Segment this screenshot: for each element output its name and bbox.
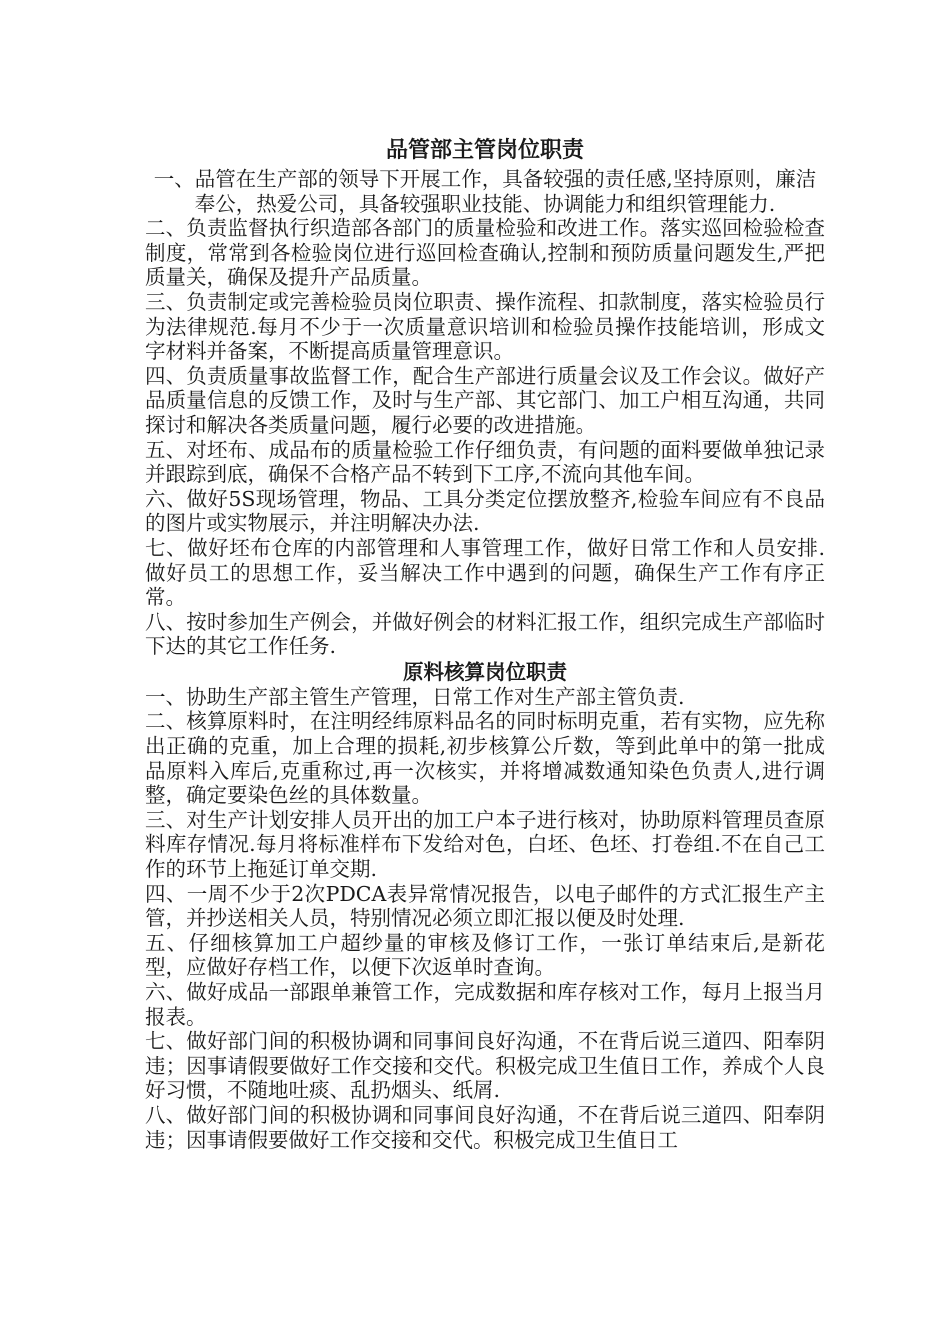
- paragraph-ma-8: 八、做好部门间的积极协调和同事间良好沟通，不在背后说三道四、阳奉阴违；因事请假要做好工作交接和交代。积极完成卫生值日工: [145, 1102, 825, 1152]
- paragraph-ma-2: 二、核算原料时，在注明经纬原料品名的同时标明克重，若有实物，应先称出正确的克重，加上合理的损耗,初步核算公斤数，等到此单中的第一批成品原料入库后,克重称过,再一次核实，并将增减数通知染色负责人,进行调整，确定要染色丝的具体数量。: [145, 709, 825, 808]
- paragraph-qs-4: 四、负责质量事故监督工作，配合生产部进行质量会议及工作会议。做好产品质量信息的反馈工作，及时与生产部、其它部门、加工户相互沟通，共同探讨和解决各类质量问题，履行必要的改进措施。: [145, 363, 825, 437]
- paragraph-ma-7: 七、做好部门间的积极协调和同事间良好沟通，不在背后说三道四、阳奉阴违；因事请假要做好工作交接和交代。积极完成卫生值日工作，养成个人良好习惯，不随地吐痰、乱扔烟头、纸屑.: [145, 1029, 825, 1103]
- document-body: [145, 133, 825, 1152]
- paragraph-ma-3: 三、对生产计划安排人员开出的加工户本子进行核对，协助原料管理员查原料库存情况.每月将标准样布下发给对色，白坯、色坯、打卷组.不在自己工作的环节上拖延订单交期.: [145, 807, 825, 882]
- paragraph-ma-6: 六、做好成品一部跟单兼管工作，完成数据和库存核对工作，每月上报当月报表。: [145, 980, 825, 1029]
- paragraph-qs-6: 六、做好5S现场管理，物品、工具分类定位摆放整齐,检验车间应有不良品的图片或实物展示，并注明解决办法.: [145, 486, 825, 536]
- section-title-quality-supervisor: 品管部主管岗位职责: [385, 137, 584, 163]
- paragraph-qs-8: 八、按时参加生产例会，并做好例会的材料汇报工作，组织完成生产部临时下达的其它工作任务.: [145, 609, 825, 659]
- section-title-material-accounting: 原料核算岗位职责: [403, 659, 567, 684]
- paragraph-qs-1: 一、品管在生产部的领导下开展工作，具备较强的责任感,坚持原则，廉洁奉公，热爱公司，具备较强职业技能、协调能力和组织管理能力.: [153, 167, 817, 216]
- paragraph-qs-3: 三、负责制定或完善检验员岗位职责、操作流程、扣款制度，落实检验员行为法律规范.每月不少于一次质量意识培训和检验员操作技能培训，形成文字材料并备案，不断提高质量管理意识。: [145, 289, 825, 364]
- paragraph-ma-1: 一、协助生产部主管生产管理，日常工作对生产部主管负责.: [145, 684, 685, 709]
- paragraph-ma-4: 四、一周不少于2次PDCA表异常情况报告，以电子邮件的方式汇报生产主管，并抄送相关人员，特别情况必须立即汇报以便及时处理.: [145, 881, 825, 931]
- paragraph-qs-5: 五、对坯布、成品布的质量检验工作仔细负责，有问题的面料要做单独记录并跟踪到底，确保不合格产品不转到下工序,不流向其他车间。: [145, 437, 825, 487]
- paragraph-qs-2: 二、负责监督执行织造部各部门的质量检验和改进工作。落实巡回检验检查制度，常常到各检验岗位进行巡回检查确认,控制和预防质量问题发生,严把质量关，确保及提升产品质量。: [145, 216, 825, 290]
- paragraph-ma-5: 五、仔细核算加工户超纱量的审核及修订工作，一张订单结束后,是新花型，应做好存档工作，以便下次返单时查询。: [145, 930, 825, 980]
- paragraph-qs-7: 七、做好坯布仓库的内部管理和人事管理工作，做好日常工作和人员安排.做好员工的思想工作，妥当解决工作中遇到的问题，确保生产工作有序正常。: [145, 535, 825, 610]
